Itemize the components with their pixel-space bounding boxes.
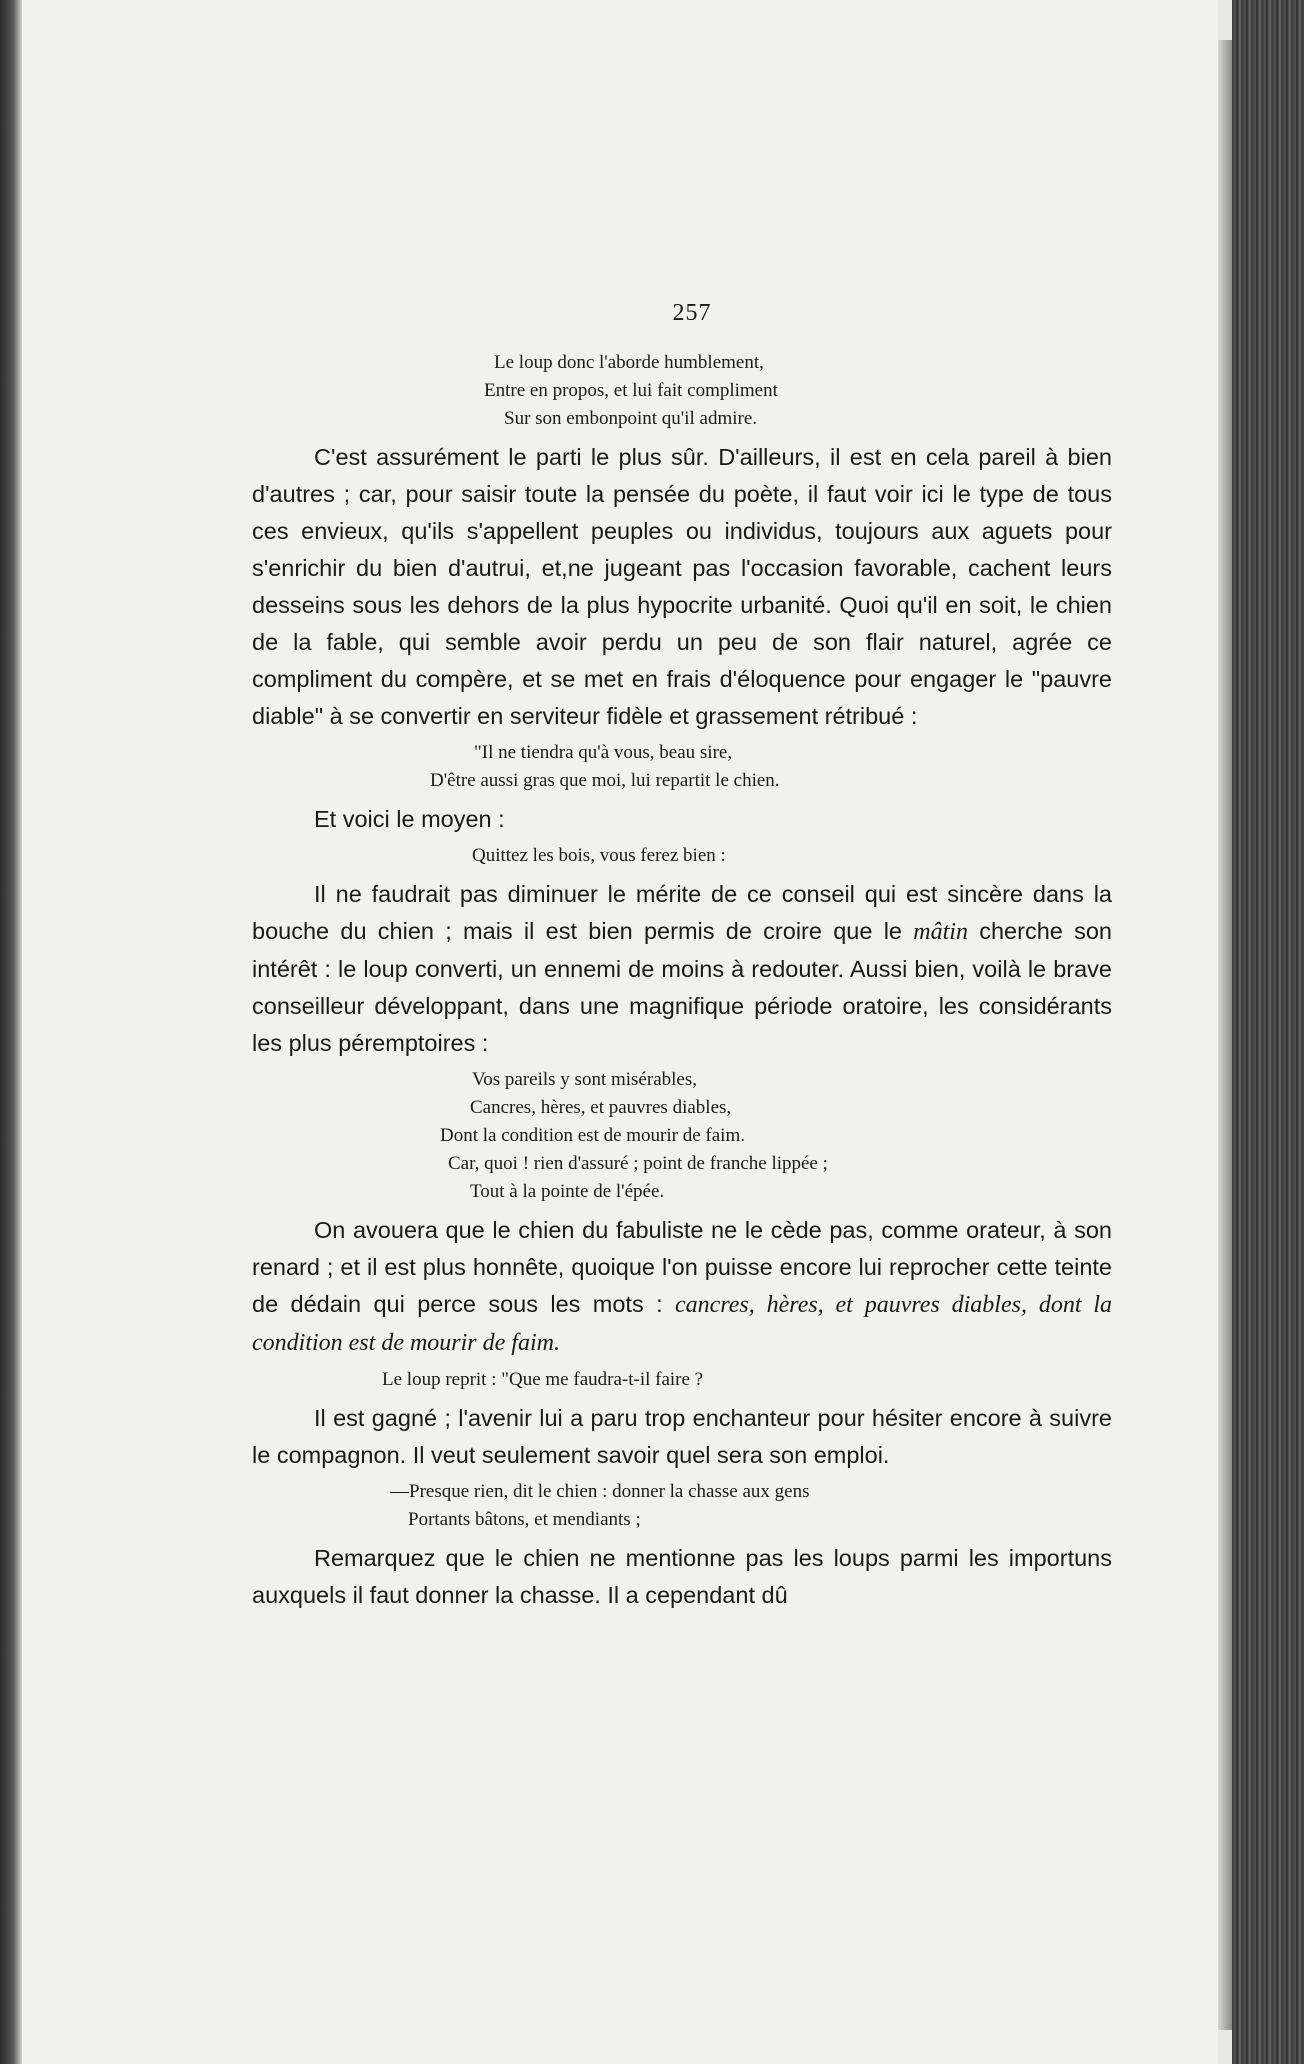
verse-quote [252,1066,1112,1206]
verse-line: Cancres, hères, et pauvres diables, [470,1097,732,1118]
prose-paragraph [252,439,1112,735]
paragraph-text: Il ne faudrait pas diminuer le mérite de ce conseil qui est sincère dans la bouche du chien ; mais il est bien permis de croire que le [252,881,1112,944]
verse-line: Dont la condition est de mourir de faim. [440,1125,745,1146]
paragraph-text: Remarquez que le chien ne mentionne pas les loups parmi les importuns auxquels il faut donner la chasse. Il a cependant dû [252,1545,1112,1608]
prose-paragraph [252,1540,1112,1614]
verse-line: Tout à la pointe de l'épée. [470,1181,665,1202]
verse-line: "Il ne tiendra qu'à vous, beau sire, [474,742,733,763]
paragraph-text: cherche son intérêt : le loup converti, un ennemi de moins à redouter. Aussi bien, voilà le brave conseilleur développant, dans une magnifique période oratoire, les considérants les plus péremptoires : [252,918,1112,1056]
scan-left-edge [0,0,22,2064]
verse-line: Vos pareils y sont misérables, [472,1069,697,1090]
verse-line: Sur son embonpoint qu'il admire. [504,408,758,429]
verse-quote [252,1366,1112,1394]
verse-quote [252,842,1112,870]
paragraph-text: C'est assurément le parti le plus sûr. D'ailleurs, il est en cela pareil à bien d'autres ; car, pour saisir toute la pensée du poète, il faut voir ici le type de tous ces envieux, qu'ils s'appellent peuples ou individus, toujours aux aguets pour s'enrichir du bien d'autrui, et,ne jugeant pas l'occasion favorable, cachent leurs desseins sous les dehors de la plus hypocrite urbanité. Quoi qu'il en soit, le chien de la fable, qui semble avoir perdu un peu de son flair naturel, agrée ce compliment du compère, et se met en frais d'éloquence pour engager le "pauvre diable" à se convertir en serviteur fidèle et grassement rétribué : [252,444,1112,729]
verse-line: Entre en propos, et lui fait compliment [484,380,778,401]
verse-line: Car, quoi ! rien d'assuré ; point de franche lippée ; [448,1153,828,1174]
verse-line: Le loup reprit : "Que me faudra-t-il faire ? [382,1369,704,1390]
prose-paragraph [252,801,1112,838]
page-number: 257 [672,300,712,326]
verse-quote [252,349,1112,433]
paragraph-text: On avouera que le chien du fabuliste ne le cède pas, comme orateur, à son renard ; et il est plus honnête, quoique l'on puisse encore lui reprocher cette teinte de dédain qui perce sous les mots : [252,1217,1112,1317]
verse-line: —Presque rien, dit le chien : donner la chasse aux gens [390,1481,810,1502]
page-content [252,300,1112,1618]
verse-line: D'être aussi gras que moi, lui repartit le chien. [430,770,780,791]
paragraph-text: Et voici le moyen : [314,806,505,832]
prose-paragraph [252,1212,1112,1362]
page-gutter-shadow [1218,40,1232,2030]
italic-text: mâtin [913,919,968,945]
verse-line: Portants bâtons, et mendiants ; [408,1509,641,1530]
paragraph-text: Il est gagné ; l'avenir lui a paru trop enchanteur pour hésiter encore à suivre le compagnon. Il veut seulement savoir quel sera son emploi. [252,1405,1112,1468]
text-blocks [252,349,1112,1614]
verse-line: Le loup donc l'aborde humblement, [494,352,764,373]
italic-text: cancres, hères, et pauvres diables, dont la condition est de mourir de faim. [252,1292,1113,1356]
verse-line: Quittez les bois, vous ferez bien : [472,845,726,866]
verse-quote [252,1478,1112,1534]
book-edge [1232,0,1304,2064]
prose-paragraph [252,876,1112,1062]
book-page [22,0,1218,2064]
prose-paragraph [252,1400,1112,1474]
verse-quote [252,739,1112,795]
